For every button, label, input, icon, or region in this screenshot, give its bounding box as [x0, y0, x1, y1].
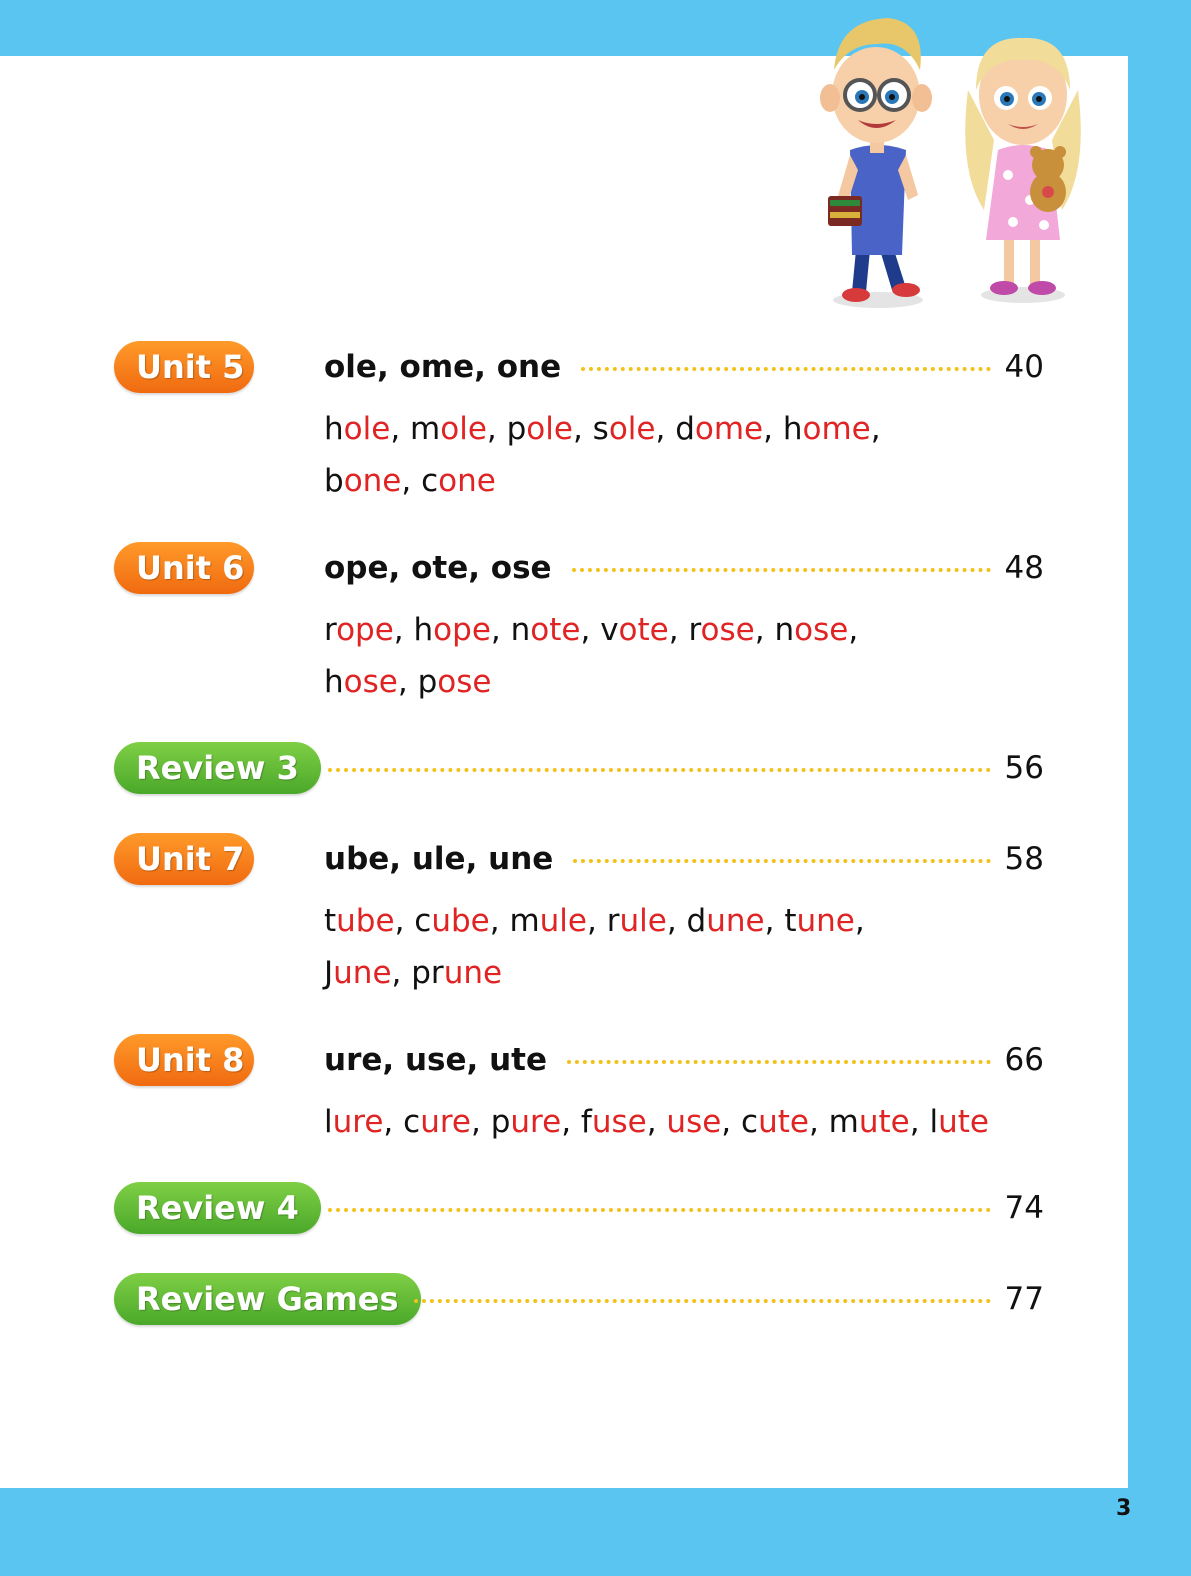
word-stem: n: [510, 612, 531, 648]
word-line: tube, cube, mule, rule, dune, tune,: [324, 903, 865, 939]
word-ending: use: [591, 1104, 647, 1140]
word: [324, 664, 398, 700]
word: [783, 411, 871, 447]
word-stem: l: [929, 1104, 939, 1140]
word-ending: ome: [802, 411, 871, 447]
page-ref: 74: [1004, 1190, 1044, 1226]
unit-badge: Unit 6: [114, 542, 254, 594]
unit-badge: Unit 5: [114, 341, 254, 393]
toc-heading: ole, ome, one: [324, 349, 562, 385]
word: [675, 411, 763, 447]
word-stem: h: [782, 411, 803, 447]
word: [741, 1104, 809, 1140]
word: [411, 955, 502, 991]
word-stem: l: [324, 1104, 333, 1140]
word-stem: r: [324, 612, 337, 648]
word-stem: n: [774, 612, 795, 648]
word-stem: c: [421, 463, 439, 499]
word-line: June, prune: [324, 955, 503, 991]
word: [829, 1104, 910, 1140]
word: [687, 903, 765, 939]
word-ending: une: [443, 955, 503, 991]
word: [324, 1104, 383, 1140]
page-ref: 58: [1004, 841, 1044, 877]
page-ref: 48: [1004, 550, 1044, 586]
word-stem: m: [828, 1104, 859, 1140]
word: [324, 903, 395, 939]
toc-heading-row: [328, 742, 1044, 794]
word-stem: J: [324, 955, 334, 991]
word: [324, 411, 390, 447]
word-stem: f: [580, 1104, 592, 1140]
leader-dots: [581, 367, 990, 371]
review-badge: Review 3: [114, 742, 321, 794]
word-stem: t: [324, 903, 337, 939]
boy-character: [820, 18, 932, 308]
word: [581, 1104, 647, 1140]
toc-heading: ope, ote, ose: [324, 550, 552, 586]
word-ending: ure: [420, 1104, 471, 1140]
leader-dots: [573, 859, 990, 863]
toc-heading: ure, use, ute: [324, 1042, 547, 1078]
leader-dots: [572, 568, 991, 572]
review-badge: Review 4: [114, 1182, 321, 1234]
word-stem: p: [417, 664, 438, 700]
word-stem: h: [324, 664, 344, 700]
word: [929, 1104, 989, 1140]
word-stem: v: [600, 612, 619, 648]
word-line: hole, mole, pole, sole, dome, home,: [324, 411, 881, 447]
word: [414, 903, 489, 939]
word-stem: c: [403, 1104, 421, 1140]
girl-character: [965, 38, 1081, 303]
word: [418, 664, 492, 700]
word: [688, 612, 754, 648]
word: [774, 612, 848, 648]
word-stem: s: [592, 411, 609, 447]
word-ending: ome: [694, 411, 764, 447]
word-list: [324, 895, 1024, 999]
word-ending: ose: [794, 612, 849, 648]
word-stem: d: [675, 411, 695, 447]
word-stem: p: [490, 1104, 511, 1140]
word-ending: ose: [437, 664, 492, 700]
word-ending: one: [343, 463, 402, 499]
word: [324, 955, 392, 991]
word-ending: une: [706, 903, 765, 939]
word-stem: c: [741, 1104, 759, 1140]
word-ending: ure: [510, 1104, 562, 1140]
word-ending: ope: [433, 612, 491, 648]
unit-badge: Unit 8: [114, 1034, 254, 1086]
review-badge: Review Games: [114, 1273, 421, 1325]
page-ref: 77: [1004, 1281, 1044, 1317]
word-list: [324, 1096, 1044, 1148]
word: [509, 903, 587, 939]
toc-heading: ube, ule, une: [324, 841, 554, 877]
word-stem: d: [686, 903, 707, 939]
toc-heading-row: [328, 1182, 1044, 1234]
word: [600, 612, 669, 648]
word-stem: t: [784, 903, 797, 939]
word-ending: ule: [539, 903, 587, 939]
word-ending: ole: [440, 411, 487, 447]
word: [403, 1104, 471, 1140]
word-ending: ole: [526, 411, 573, 447]
word-ending: ube: [431, 903, 490, 939]
word-ending: ole: [343, 411, 391, 447]
toc-heading-row: [324, 1034, 1044, 1086]
word-stem: h: [413, 612, 434, 648]
word: [421, 463, 496, 499]
word: [410, 411, 487, 447]
word-ending: ose: [343, 664, 398, 700]
word: [324, 463, 401, 499]
toc-heading-row: [414, 1273, 1044, 1325]
word-stem: m: [410, 411, 441, 447]
word: [607, 903, 667, 939]
word-list: [324, 604, 1024, 708]
word-stem: h: [324, 411, 344, 447]
word: [491, 1104, 561, 1140]
page-ref: 40: [1004, 349, 1044, 385]
word: [507, 411, 573, 447]
word: [593, 411, 656, 447]
word-stem: m: [509, 903, 540, 939]
toc-heading-row: [324, 833, 1044, 885]
word: [666, 1104, 721, 1140]
word-ending: ule: [619, 903, 667, 939]
leader-dots: [414, 1299, 991, 1303]
word: [414, 612, 491, 648]
word-list: [324, 403, 1024, 507]
word-stem: r: [606, 903, 620, 939]
word-ending: ute: [938, 1104, 989, 1140]
toc-heading-row: [324, 542, 1044, 594]
toc-heading-row: [324, 341, 1044, 393]
word-ending: ole: [608, 411, 656, 447]
word-ending: one: [438, 463, 496, 499]
teddy-bear: [1030, 146, 1066, 212]
word-stem: c: [414, 903, 432, 939]
word-stem: p: [506, 411, 527, 447]
word-line: rope, hope, note, vote, rose, nose,: [324, 612, 859, 648]
word-ending: ote: [530, 612, 581, 648]
word-ending: ure: [332, 1104, 384, 1140]
word-ending: ose: [700, 612, 755, 648]
word-line: bone, cone: [324, 463, 496, 499]
leader-dots: [328, 768, 991, 772]
page-ref: 56: [1004, 750, 1044, 786]
word: [324, 612, 394, 648]
word-ending: ote: [618, 612, 669, 648]
word: [784, 903, 855, 939]
word-ending: use: [666, 1104, 722, 1140]
page-ref: 66: [1004, 1042, 1044, 1078]
word: [511, 612, 581, 648]
unit-badge: Unit 7: [114, 833, 254, 885]
page-number: 3: [1116, 1496, 1132, 1521]
word-stem: pr: [411, 955, 444, 991]
word-stem: r: [688, 612, 701, 648]
leader-dots: [567, 1060, 991, 1064]
word-ending: ube: [336, 903, 395, 939]
word-line: lure, cure, pure, fuse, use, cute, mute, lute: [324, 1104, 989, 1140]
word-stem: b: [324, 463, 344, 499]
word-ending: une: [333, 955, 392, 991]
word-line: hose, pose: [324, 664, 492, 700]
word-ending: ope: [336, 612, 394, 648]
characters-illustration: [808, 0, 1108, 320]
word-ending: ute: [858, 1104, 910, 1140]
leader-dots: [328, 1208, 991, 1212]
word-ending: ute: [758, 1104, 809, 1140]
word-ending: une: [796, 903, 855, 939]
